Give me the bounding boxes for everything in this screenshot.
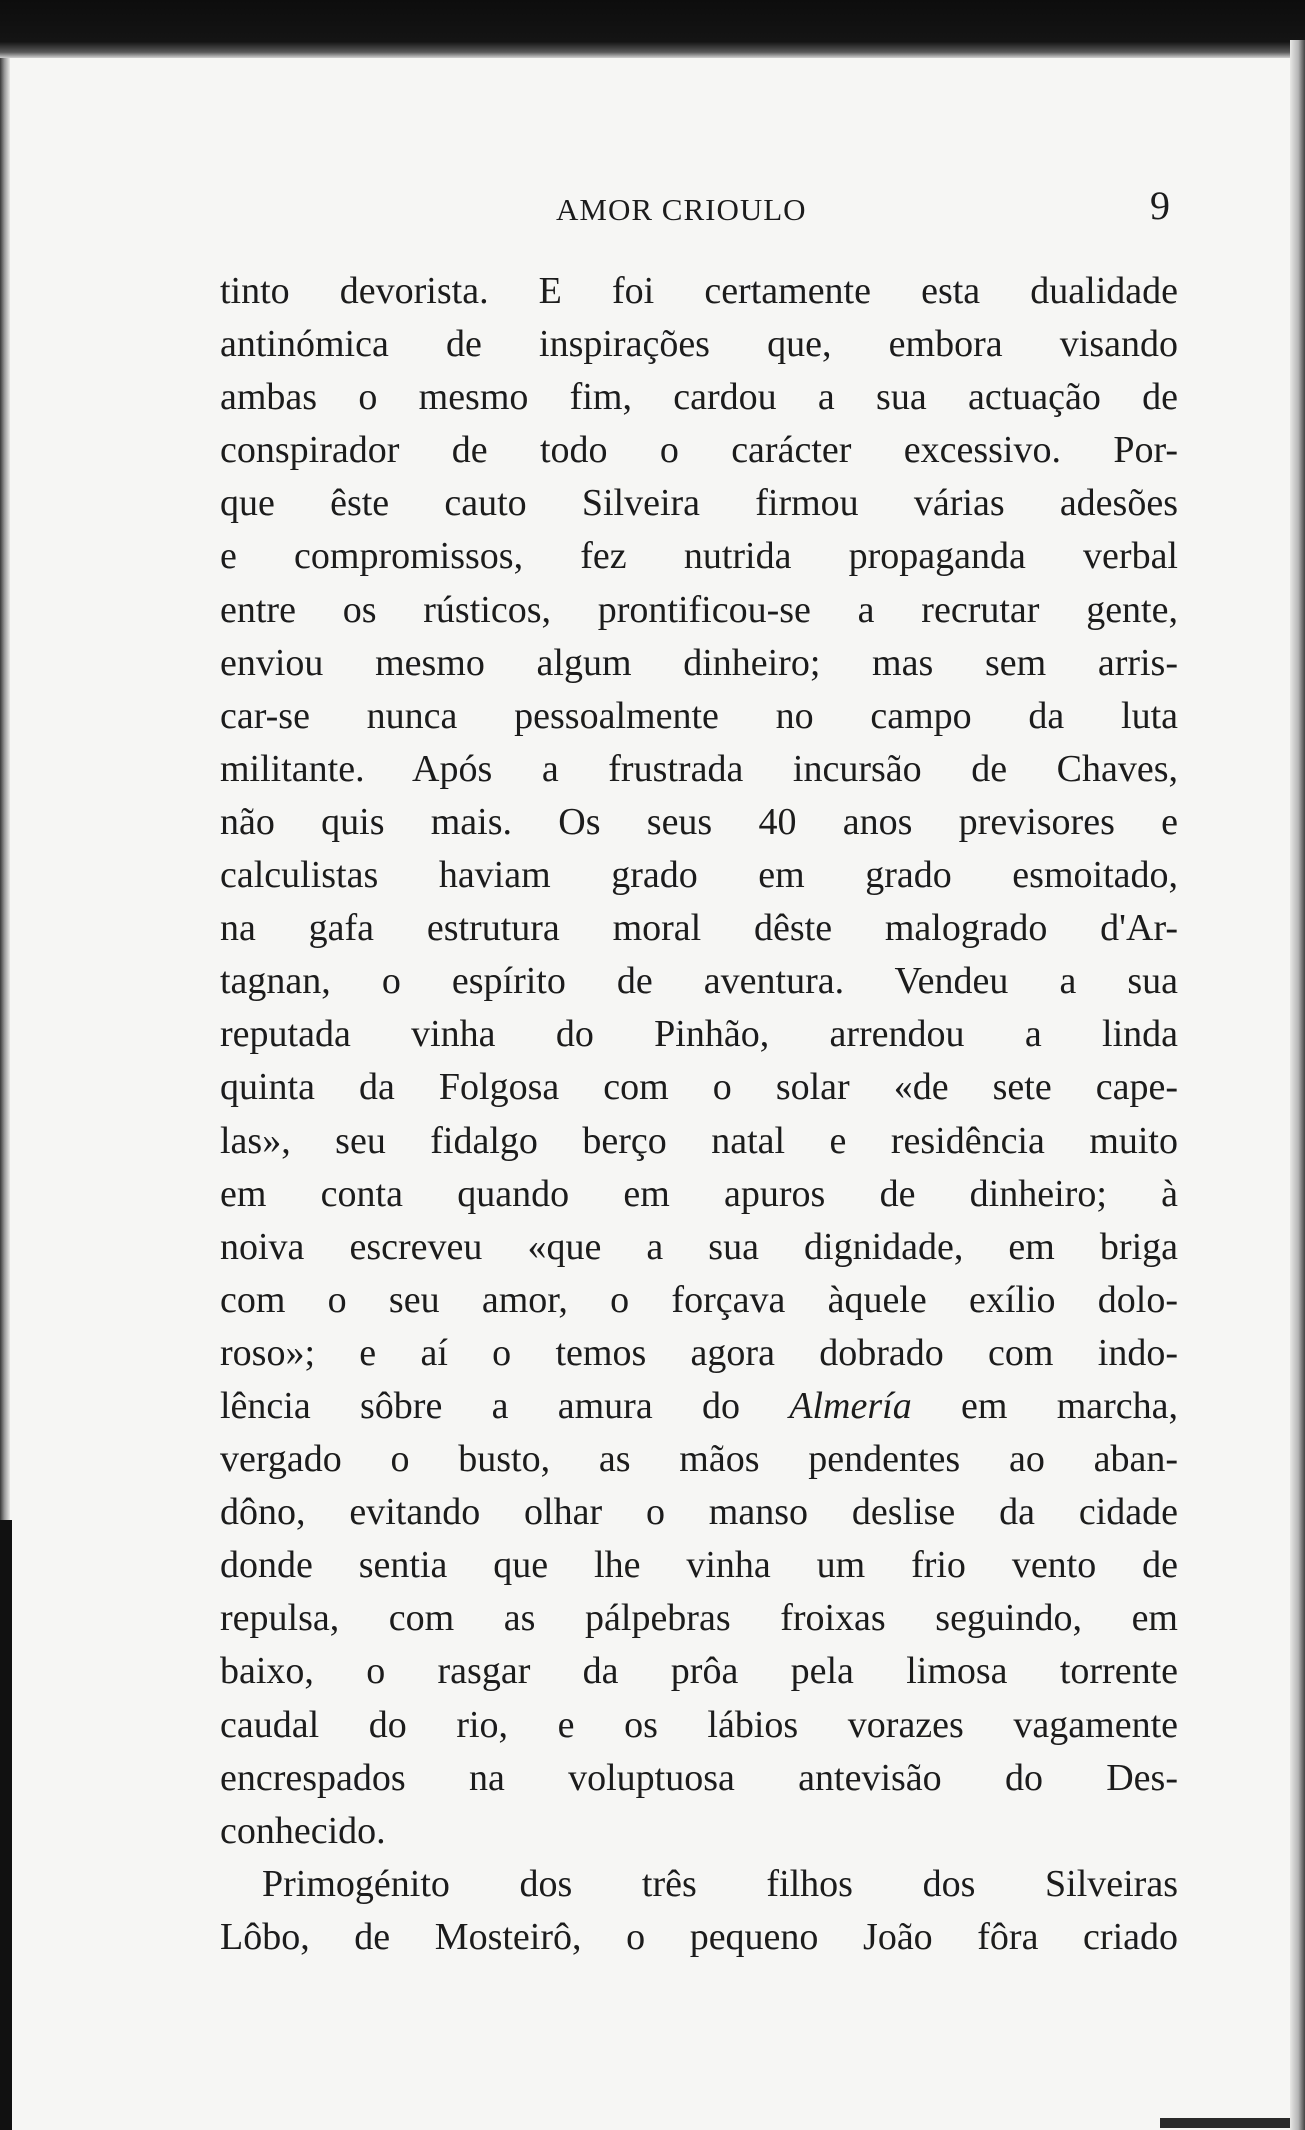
text-line: reputada vinha do Pinhão, arrendou a linda — [220, 1013, 1178, 1056]
text-line: na gafa estrutura moral dêste malogrado d'Ar- — [220, 907, 1178, 950]
scan-top-border — [0, 0, 1305, 58]
text-line: caudal do rio, e os lábios vorazes vagamente — [220, 1703, 1178, 1746]
body-text — [220, 265, 1178, 1964]
text-segment: lência sôbre a amura do — [220, 1384, 790, 1427]
text-line: vergado o busto, as mãos pendentes ao aban- — [220, 1438, 1178, 1481]
text-line: Primogénito dos três filhos dos Silveiras — [262, 1862, 1178, 1905]
text-line: entre os rústicos, prontificou-se a recrutar gente, — [220, 588, 1178, 631]
text-line: conspirador de todo o carácter excessivo. Por- — [220, 429, 1178, 472]
text-line: que êste cauto Silveira firmou várias adesões — [220, 482, 1178, 525]
text-line: em conta quando em apuros de dinheiro; à — [220, 1172, 1178, 1215]
text-line: noiva escreveu «que a sua dignidade, em briga — [220, 1225, 1178, 1268]
text-line: Lôbo, de Mosteirô, o pequeno João fôra criado — [220, 1915, 1178, 1958]
text-line — [220, 1380, 1178, 1433]
running-title: AMOR CRIOULO — [556, 192, 807, 227]
text-line: com o seu amor, o forçava àquele exílio dolo- — [220, 1278, 1178, 1321]
text-line: encrespados na voluptuosa antevisão do Des- — [220, 1756, 1178, 1799]
text-line: baixo, o rasgar da prôa pela limosa torrente — [220, 1650, 1178, 1693]
text-line: militante. Após a frustrada incursão de Chaves, — [220, 747, 1178, 790]
text-line: tinto devorista. E foi certamente esta dualidade — [220, 270, 1178, 312]
scan-right-edge — [1290, 40, 1305, 2130]
text-line: roso»; e aí o temos agora dobrado com indo- — [220, 1331, 1178, 1374]
text-line: donde sentia que lhe vinha um frio vento de — [220, 1544, 1178, 1587]
scan-bottom-mark — [1160, 2118, 1290, 2128]
text-line: tagnan, o espírito de aventura. Vendeu a sua — [220, 960, 1178, 1003]
text-line: repulsa, com as pálpebras froixas seguindo, em — [220, 1597, 1178, 1640]
text-line: antinómica de inspirações que, embora visando — [220, 323, 1178, 366]
page-header — [0, 180, 1305, 240]
italic-ship-name: Almería — [789, 1384, 912, 1427]
text-line: não quis mais. Os seus 40 anos previsores e — [220, 800, 1178, 843]
text-line: las», seu fidalgo berço natal e residência muito — [220, 1119, 1178, 1162]
text-line: calculistas haviam grado em grado esmoitado, — [220, 854, 1178, 897]
scan-left-binding-shadow — [0, 1520, 12, 2130]
text-line: conhecido. — [220, 1809, 386, 1852]
text-line: enviou mesmo algum dinheiro; mas sem arris- — [220, 641, 1178, 684]
page-number: 9 — [1150, 183, 1170, 228]
text-line: car-se nunca pessoalmente no campo da luta — [220, 694, 1178, 737]
text-line: dôno, evitando olhar o manso deslise da cidade — [220, 1491, 1178, 1534]
text-line: quinta da Folgosa com o solar «de sete cape- — [220, 1066, 1178, 1109]
text-line: e compromissos, fez nutrida propaganda verbal — [220, 535, 1178, 578]
text-line: ambas o mesmo fim, cardou a sua actuação de — [220, 376, 1178, 419]
text-segment: em marcha, — [911, 1384, 1178, 1427]
